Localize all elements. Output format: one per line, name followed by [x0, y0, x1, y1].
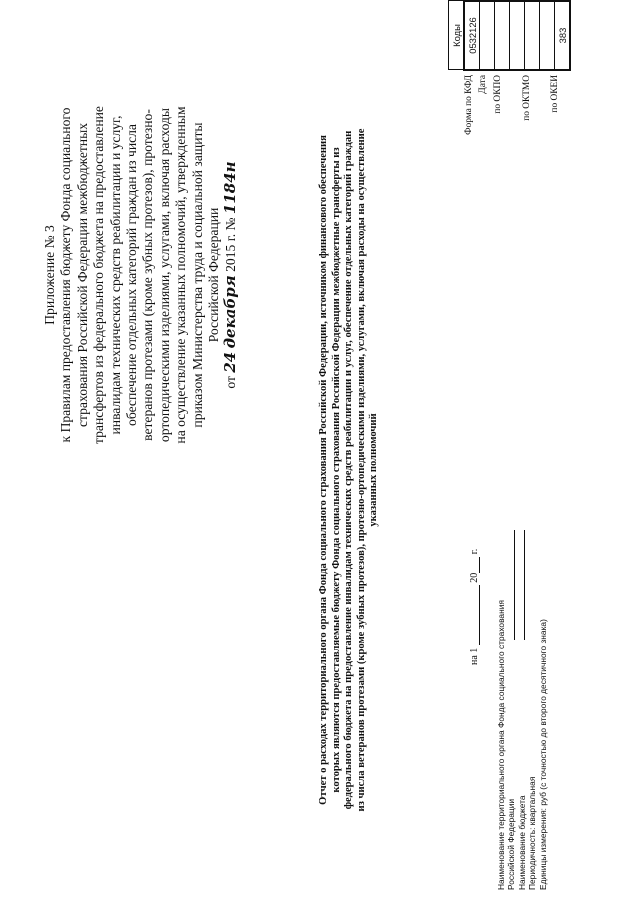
report-title-line: Отчет о расходах территориального органа Фонда социального страхования Российской Федерации, источником финансового обеспечения: [318, 135, 329, 805]
code-cell-blank[interactable]: [540, 1, 555, 70]
date-day: 24: [221, 351, 240, 373]
report-title-line: из числа ветеранов протезами (кроме зубных протезов), протезно-ортопедическими изделиями, услугами, включая расходы на осуществление: [355, 128, 367, 812]
code-cell-kfd[interactable]: 0532126: [464, 1, 480, 70]
period-date-blank[interactable]: [469, 585, 480, 645]
period-year-prefix: 20: [469, 572, 480, 583]
code-cell-oktmo[interactable]: [525, 1, 540, 70]
appendix-line: ветеранов протезами (кроме зубных протезов), протезно-: [140, 109, 156, 441]
meta-units: Единицы измерения: руб (с точностью до второго десятичного знака): [537, 619, 548, 890]
order-number: 1184н: [221, 161, 240, 215]
org-name-field[interactable]: [514, 530, 515, 640]
meta-org-label-cont: Российской Федерации: [506, 798, 517, 890]
report-title-line: указанных полномочий: [368, 413, 380, 527]
appendix-line: Российской Федерации: [206, 207, 222, 343]
appendix-line: на осуществление указанных полномочий, утвержденным: [173, 106, 189, 444]
period-year-blank[interactable]: [469, 557, 480, 573]
meta-row: [517, 530, 527, 890]
report-title-line: которых являются предоставляемые бюджету Фонда социального страхования Российской Федерации межбюджетные трансферты из: [330, 147, 342, 793]
codes-label: Дата: [478, 75, 489, 94]
codes-label: по ОКЕИ: [550, 75, 561, 113]
report-period: [469, 549, 480, 665]
code-cell-date[interactable]: [480, 1, 495, 70]
meta-periodicity: Периодичность: квартальная: [527, 776, 538, 890]
appendix-line: трансфертов из федерального бюджета на предоставление: [91, 106, 107, 444]
code-cell-blank[interactable]: [510, 1, 525, 70]
codes-labels: [462, 75, 563, 205]
date-year: 2015 г. №: [223, 217, 239, 272]
appendix-line: инвалидам технических средств реабилитации и услуг,: [107, 115, 123, 435]
meta-row: [527, 530, 537, 890]
codes-header: Коды: [449, 1, 465, 70]
code-cell-okei[interactable]: 383: [555, 1, 571, 70]
codes-label: Форма по КФД: [464, 75, 474, 135]
period-year-suffix: г.: [469, 548, 480, 555]
meta-row: [496, 530, 506, 890]
date-month: декабря: [221, 275, 240, 349]
report-meta: [496, 530, 548, 890]
meta-budget-label: Наименование бюджета: [516, 795, 527, 890]
codes-label: [505, 75, 519, 205]
appendix-line: страхования Российской Федерации межбюджетных: [74, 122, 90, 428]
code-cell-okpo[interactable]: [495, 1, 510, 70]
meta-org-label: Наименование территориального органа Фонда социального страхования: [496, 600, 506, 890]
meta-row: [506, 530, 516, 890]
appendix-line: к Правилам предоставления бюджету Фонда социального: [58, 107, 74, 443]
date-prefix: от: [223, 376, 239, 389]
appendix-date-line: [222, 55, 239, 495]
appendix-line: обеспечение отдельных категорий граждан из числа: [124, 124, 140, 426]
codes-label: [534, 75, 548, 205]
codes-table: [448, 0, 571, 71]
appendix-line: ортопедическими изделиями, услугами, включая расходы: [156, 107, 172, 443]
codes-label: по ОКПО: [492, 75, 503, 114]
codes-label: по ОКТМО: [521, 75, 532, 121]
report-title-line: федерального бюджета на предоставление инвалидам технических средств реабилитации и услуг, обеспечение отдельных категорий граждан: [343, 130, 355, 810]
appendix-header: [42, 55, 240, 495]
meta-row: [538, 530, 548, 890]
period-prefix: на 1: [469, 647, 480, 665]
budget-name-field[interactable]: [524, 530, 525, 640]
appendix-line: приказом Министерства труда и социальной защиты: [189, 122, 205, 428]
report-title: [318, 70, 381, 870]
appendix-line: Приложение № 3: [42, 225, 57, 325]
